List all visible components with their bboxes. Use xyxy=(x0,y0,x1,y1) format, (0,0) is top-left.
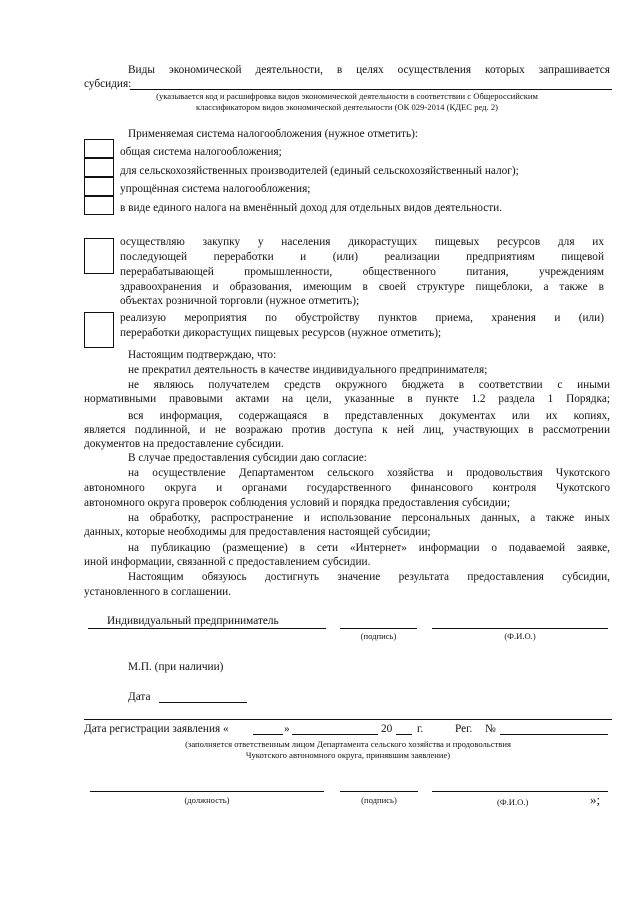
confirm-line: является подлинной, и не возражаю против доступа к ней лиц, участвующих в рассмотрении xyxy=(84,424,610,436)
tax-option-checkbox[interactable] xyxy=(84,196,114,215)
official-signature-caption: (подпись) xyxy=(361,795,397,805)
obligation-line: установленного в соглашении. xyxy=(84,586,232,598)
official-fio-caption: (Ф.И.О.) xyxy=(497,797,529,807)
entrepreneur-fio-line[interactable] xyxy=(432,628,608,629)
activity-hint-2: классификатором видов экономической деятельности (ОК 029-2014 (КДЕС ред. 2) xyxy=(195,102,499,112)
purchase-text: здравоохранения и образования, имеющим в своей структуре пищеблоки, а также в xyxy=(120,281,604,293)
entrepreneur-label: Индивидуальный предприниматель xyxy=(107,615,279,627)
tax-option-checkbox[interactable] xyxy=(84,139,114,158)
registration-month-line[interactable] xyxy=(292,734,378,735)
purchase-text: последующей переработки и (или) реализации предприятиям пищевой xyxy=(120,251,604,263)
registration-year-prefix: 20 xyxy=(381,723,393,735)
signature-caption: (подпись) xyxy=(360,631,397,641)
closing-quote: »; xyxy=(590,792,601,807)
purchase-text: перерабатывающей промышленности, общественного питания, учреждениям xyxy=(120,266,604,278)
tax-option-checkbox[interactable] xyxy=(84,177,114,196)
registration-reg-label: Рег. xyxy=(455,723,473,735)
fio-caption: (Ф.И.О.) xyxy=(504,631,536,641)
activity-input-line[interactable] xyxy=(130,89,612,90)
entrepreneur-line xyxy=(88,628,326,629)
registration-hint-2: Чукотского автономного округа, принявшим заявление) xyxy=(245,750,451,760)
purchase-text: осуществляю закупку у населения дикорастущих пищевых ресурсов для их xyxy=(120,236,604,248)
date-input-line[interactable] xyxy=(159,702,247,703)
measures-text: переработки дикорастущих пищевых ресурсов (нужное отметить); xyxy=(120,327,442,339)
activity-subsidy-label: субсидия: xyxy=(84,78,132,90)
purchase-checkbox[interactable] xyxy=(84,238,114,274)
tax-option-label: для сельскохозяйственных производителей (единый сельскохозяйственный налог); xyxy=(120,165,519,177)
activity-heading: Виды экономической деятельности, в целях осуществления которых запрашивается xyxy=(128,64,610,76)
tax-option-label: упрощённая система налогообложения; xyxy=(120,183,311,195)
consent-line: на обработку, распространение и использование персональных данных, а также иных xyxy=(128,512,610,524)
official-fio-line[interactable] xyxy=(432,791,608,792)
tax-option-label: общая система налогообложения; xyxy=(120,146,282,158)
stamp-label: М.П. (при наличии) xyxy=(128,661,224,673)
official-signature-line[interactable] xyxy=(340,791,418,792)
registration-number-sign: № xyxy=(485,723,496,735)
consent-line: автономного округа проверок соблюдения условий и порядка предоставления субсидии; xyxy=(84,497,511,509)
registration-year-line[interactable] xyxy=(396,734,412,735)
confirm-line: не прекратил деятельность в качестве индивидуального предпринимателя; xyxy=(128,364,488,376)
consent-line: данных, которые необходимы для предоставления настоящей субсидии; xyxy=(84,526,431,538)
registration-year-suffix: г. xyxy=(417,723,424,735)
date-label: Дата xyxy=(128,691,151,703)
measures-checkbox[interactable] xyxy=(84,312,114,348)
tax-heading: Применяемая система налогообложения (нужное отметить): xyxy=(128,128,419,140)
consent-line: иной информации, связанной с предоставлением субсидии. xyxy=(84,556,371,568)
tax-option-checkbox[interactable] xyxy=(84,158,114,177)
measures-text: реализую мероприятия по обустройству пунктов приема, хранения и (или) xyxy=(120,312,604,324)
entrepreneur-signature-line[interactable] xyxy=(340,628,417,629)
registration-quote-close: » xyxy=(284,723,290,735)
consent-heading: В случае предоставления субсидии даю согласие: xyxy=(128,452,367,464)
consent-line: на публикацию (размещение) в сети «Интернет» информации о подаваемой заявке, xyxy=(128,542,610,554)
registration-divider xyxy=(84,719,612,720)
registration-day-line[interactable] xyxy=(253,734,283,735)
confirm-line: не являюсь получателем средств окружного бюджета в соответствии с иными xyxy=(128,379,610,391)
confirm-heading: Настоящим подтверждаю, что: xyxy=(128,349,277,361)
consent-line: на осуществление Департаментом сельского хозяйства и продовольствия Чукотского xyxy=(128,467,610,479)
registration-date-label: Дата регистрации заявления « xyxy=(84,723,229,735)
confirm-line: нормативными правовыми актами на цели, указанные в пункте 1.2 раздела 1 Порядка; xyxy=(84,393,610,405)
activity-hint-1: (указывается код и расшифровка видов экономической деятельности в соответствии с Общероссийским xyxy=(156,91,538,101)
purchase-text: объектах розничной торговли (нужное отметить); xyxy=(120,295,360,307)
official-position-line[interactable] xyxy=(90,791,324,792)
registration-number-line[interactable] xyxy=(500,734,608,735)
obligation-line: Настоящим обязуюсь достигнуть значение результата предоставления субсидии, xyxy=(128,571,610,583)
confirm-line: вся информация, содержащаяся в представленных документах или их копиях, xyxy=(128,410,610,422)
confirm-line: документов на предоставление субсидии. xyxy=(84,438,284,450)
position-caption: (должность) xyxy=(184,795,230,805)
consent-line: автономного округа и органами государственного финансового контроля Чукотского xyxy=(84,482,610,494)
registration-hint-1: (заполняется ответственным лицом Департамента сельского хозяйства и продовольствия xyxy=(185,739,511,749)
tax-option-label: в виде единого налога на вменённый доход для отдельных видов деятельности. xyxy=(120,202,503,214)
